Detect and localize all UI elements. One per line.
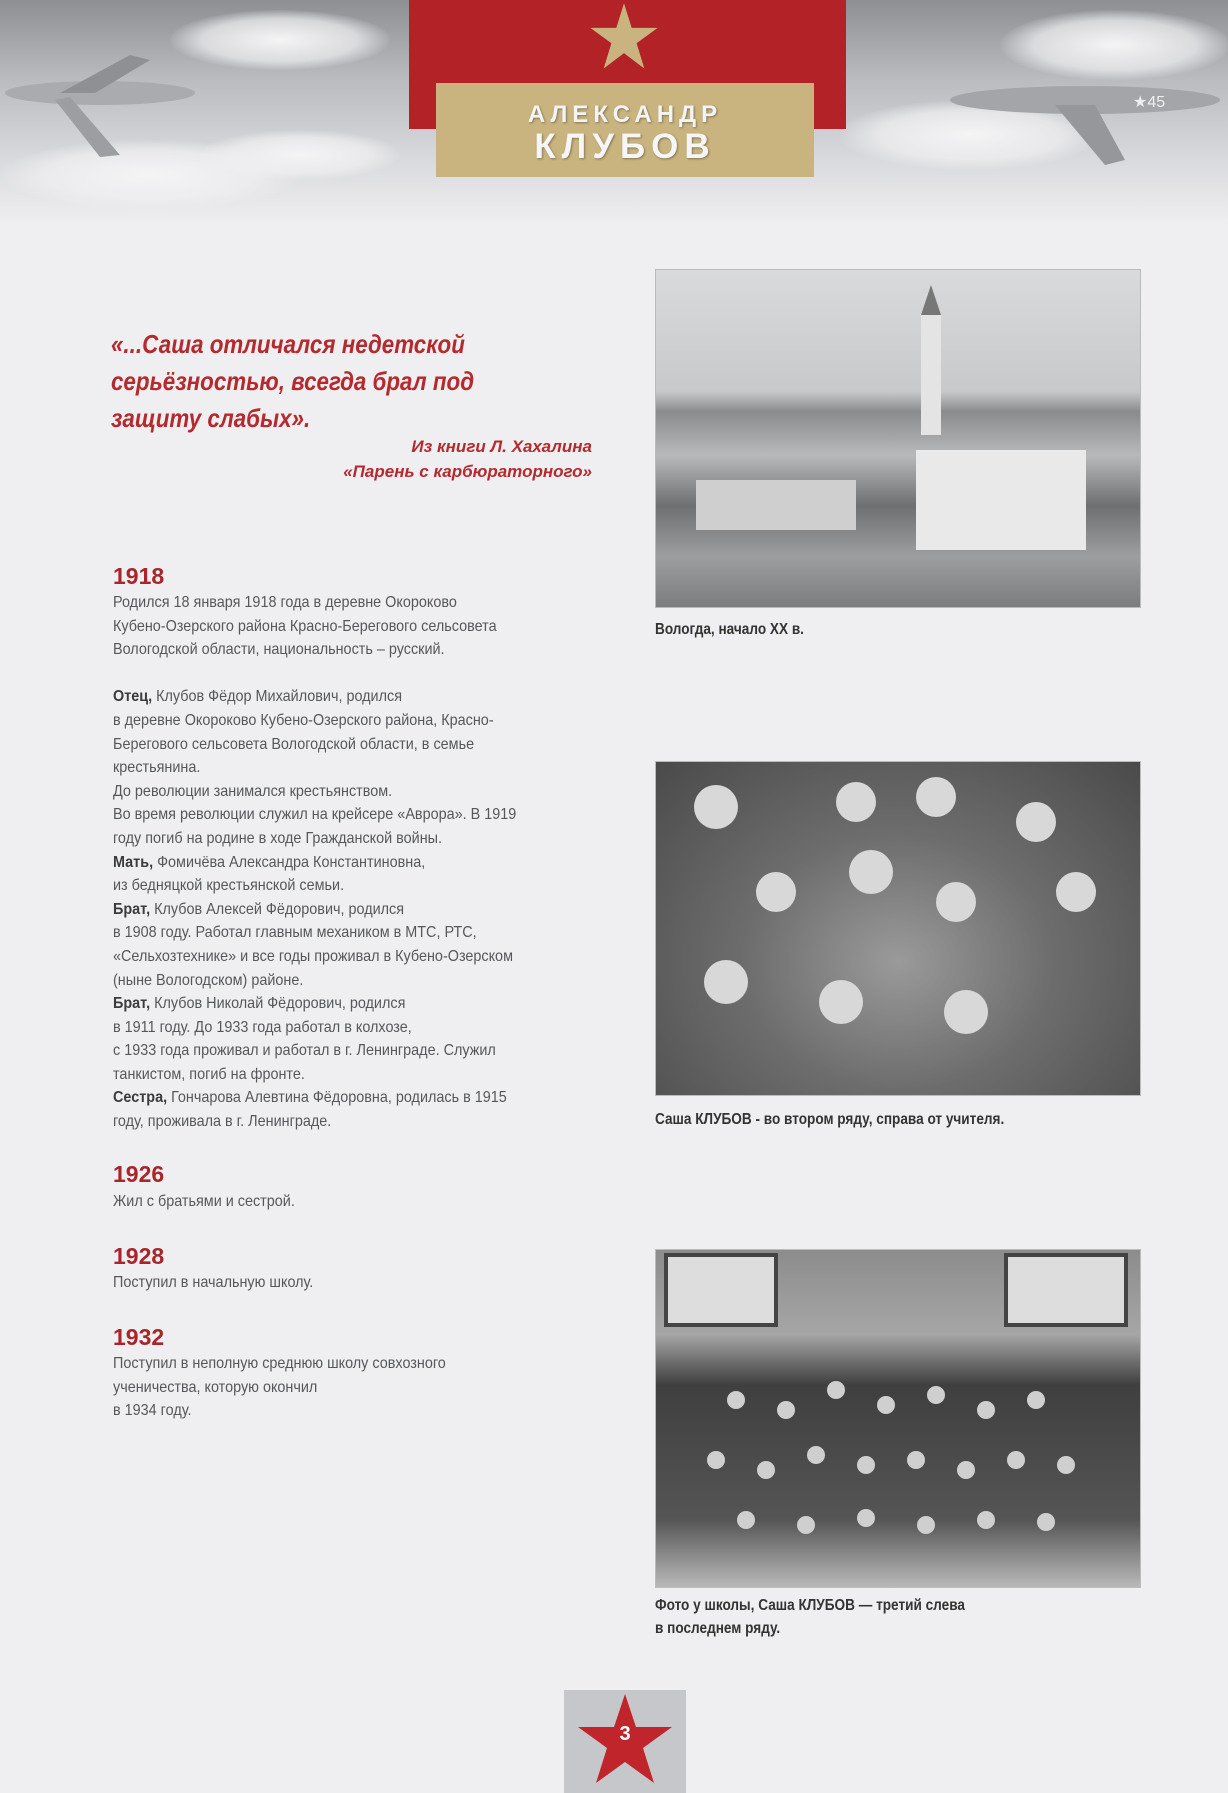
timeline-text-1932: [113, 1352, 581, 1423]
cloud: [170, 10, 390, 70]
line-text: Родился 18 января 1918 года в деревне Окороково: [113, 594, 457, 611]
line-text: Клубов Алексей Фёдорович, родился: [150, 900, 405, 918]
line-text: «Сельхозтехнике» и все годы проживал в Кубено-Озерском: [113, 947, 513, 965]
line-text: Клубов Николай Фёдорович, родился: [150, 995, 406, 1013]
page-number: 3: [619, 1723, 631, 1745]
fighter-plane-left-icon: [0, 45, 200, 165]
relative-label: Отец,: [113, 688, 153, 706]
caption-line: Фото у школы, Саша КЛУБОВ — третий слева: [655, 1597, 965, 1614]
text-line: [113, 827, 581, 851]
name-plate: [436, 83, 814, 177]
text-line: [113, 803, 581, 827]
line-text: Кубено-Озерского района Красно-Берегового сельсовета: [113, 617, 497, 635]
photo-vologda: [655, 269, 1141, 608]
year-heading-1928: 1928: [113, 1243, 165, 1269]
line-text: из бедняцкой крестьянской семьи.: [113, 877, 345, 895]
text-line: [113, 756, 581, 780]
fighter-plane-right-icon: [945, 55, 1228, 175]
text-line: [113, 1399, 581, 1423]
photo-school-group: [655, 1249, 1141, 1588]
line-text: Гончарова Алевтина Фёдоровна, родилась в 1915: [167, 1089, 507, 1107]
text-line: [113, 662, 581, 686]
relative-label: Сестра,: [113, 1089, 168, 1107]
line-text: Во время революции служил на крейсере «Аврора». В 1919: [113, 806, 517, 824]
line-text: в 1934 году.: [113, 1402, 192, 1420]
text-line: [113, 851, 581, 875]
text-line: [113, 1063, 581, 1087]
group-portrait-illustration: [656, 762, 1140, 1095]
line-text: в 1911 году. До 1933 года работал в колхозе,: [113, 1018, 412, 1036]
line-text: (ныне Вологодском) районе.: [113, 971, 304, 989]
line-text: году, проживала в г. Ленинграде.: [113, 1113, 332, 1131]
text-line: [113, 733, 581, 757]
quote-line: «...Саша отличался недетской: [111, 329, 465, 359]
attribution-line: «Парень с карбюраторного»: [343, 462, 592, 481]
line-text: Вологодской области, национальность – русский.: [113, 641, 445, 659]
relative-label: Брат,: [113, 900, 151, 918]
timeline-text-1926: [113, 1190, 581, 1214]
line-text: Поступил в неполную среднюю школу совхозного: [113, 1355, 446, 1372]
quote-attribution: [300, 434, 592, 484]
photo-caption: Саша КЛУБОВ - во втором ряду, справа от учителя.: [655, 1111, 1005, 1128]
text-line: [113, 992, 581, 1016]
text-line: [113, 1190, 581, 1214]
relative-label: Мать,: [113, 853, 154, 871]
text-line: [113, 1016, 581, 1040]
year-heading-1926: 1926: [113, 1161, 165, 1187]
text-line: [113, 591, 581, 615]
timeline-text-1928: [113, 1271, 581, 1295]
text-line: [113, 1086, 581, 1110]
text-line: [113, 1376, 581, 1400]
church-illustration: [656, 270, 1140, 607]
line-text: Берегового сельсовета Вологодской области, в семье: [113, 735, 475, 753]
text-line: [113, 709, 581, 733]
text-line: [113, 685, 581, 709]
school-crowd-illustration: [656, 1250, 1140, 1587]
timeline-text-1918: [113, 591, 581, 1134]
photo-caption: [655, 1594, 965, 1640]
text-line: [113, 1110, 581, 1134]
text-line: [113, 780, 581, 804]
epigraph-quote: [111, 326, 558, 437]
line-text: в 1908 году. Работал главным механиком в МТС, РТС,: [113, 924, 477, 942]
attribution-line: Из книги Л. Хахалина: [411, 437, 592, 456]
text-line: [113, 615, 581, 639]
line-text: До революции занимался крестьянством.: [113, 782, 393, 800]
text-line: [113, 898, 581, 922]
text-line: [113, 945, 581, 969]
text-line: [113, 638, 581, 662]
text-line: [113, 921, 581, 945]
photo-caption: Вологда, начало XX в.: [655, 621, 804, 638]
quote-line: серьёзностью, всегда брал под: [111, 366, 475, 396]
photo-class-with-teacher: [655, 761, 1141, 1096]
line-text: Поступил в начальную школу.: [113, 1274, 314, 1291]
line-text: Жил с братьями и сестрой.: [113, 1193, 295, 1210]
text-line: [113, 1039, 581, 1063]
quote-line: защиту слабых».: [111, 403, 311, 433]
year-heading-1932: 1932: [113, 1324, 165, 1350]
gold-star-icon: [588, 2, 660, 72]
line-text: в деревне Окороково Кубено-Озерского района, Красно-: [113, 711, 494, 729]
year-heading-1918: 1918: [113, 563, 165, 589]
text-line: [113, 874, 581, 898]
text-line: [113, 969, 581, 993]
line-text: с 1933 года проживал и работал в г. Ленинграде. Служил: [113, 1042, 496, 1060]
line-text: танкистом, погиб на фронте.: [113, 1065, 305, 1083]
last-name: КЛУБОВ: [534, 127, 716, 166]
line-text: ученичества, которую окончил: [113, 1378, 318, 1396]
line-text: Клубов Фёдор Михайлович, родился: [152, 688, 403, 706]
relative-label: Брат,: [113, 995, 151, 1013]
header-banner: [0, 0, 1228, 225]
text-line: [113, 1271, 581, 1295]
text-line: [113, 1352, 581, 1376]
first-name: АЛЕКСАНДР: [527, 101, 723, 128]
line-text: крестьянина.: [113, 759, 201, 777]
caption-line: в последнем ряду.: [655, 1620, 781, 1637]
svg-text:★45: ★45: [1133, 94, 1166, 111]
line-text: Фомичёва Александра Константиновна,: [153, 853, 426, 871]
line-text: году погиб на родине в ходе Гражданской войны.: [113, 829, 443, 847]
page-number-box: [564, 1690, 686, 1793]
